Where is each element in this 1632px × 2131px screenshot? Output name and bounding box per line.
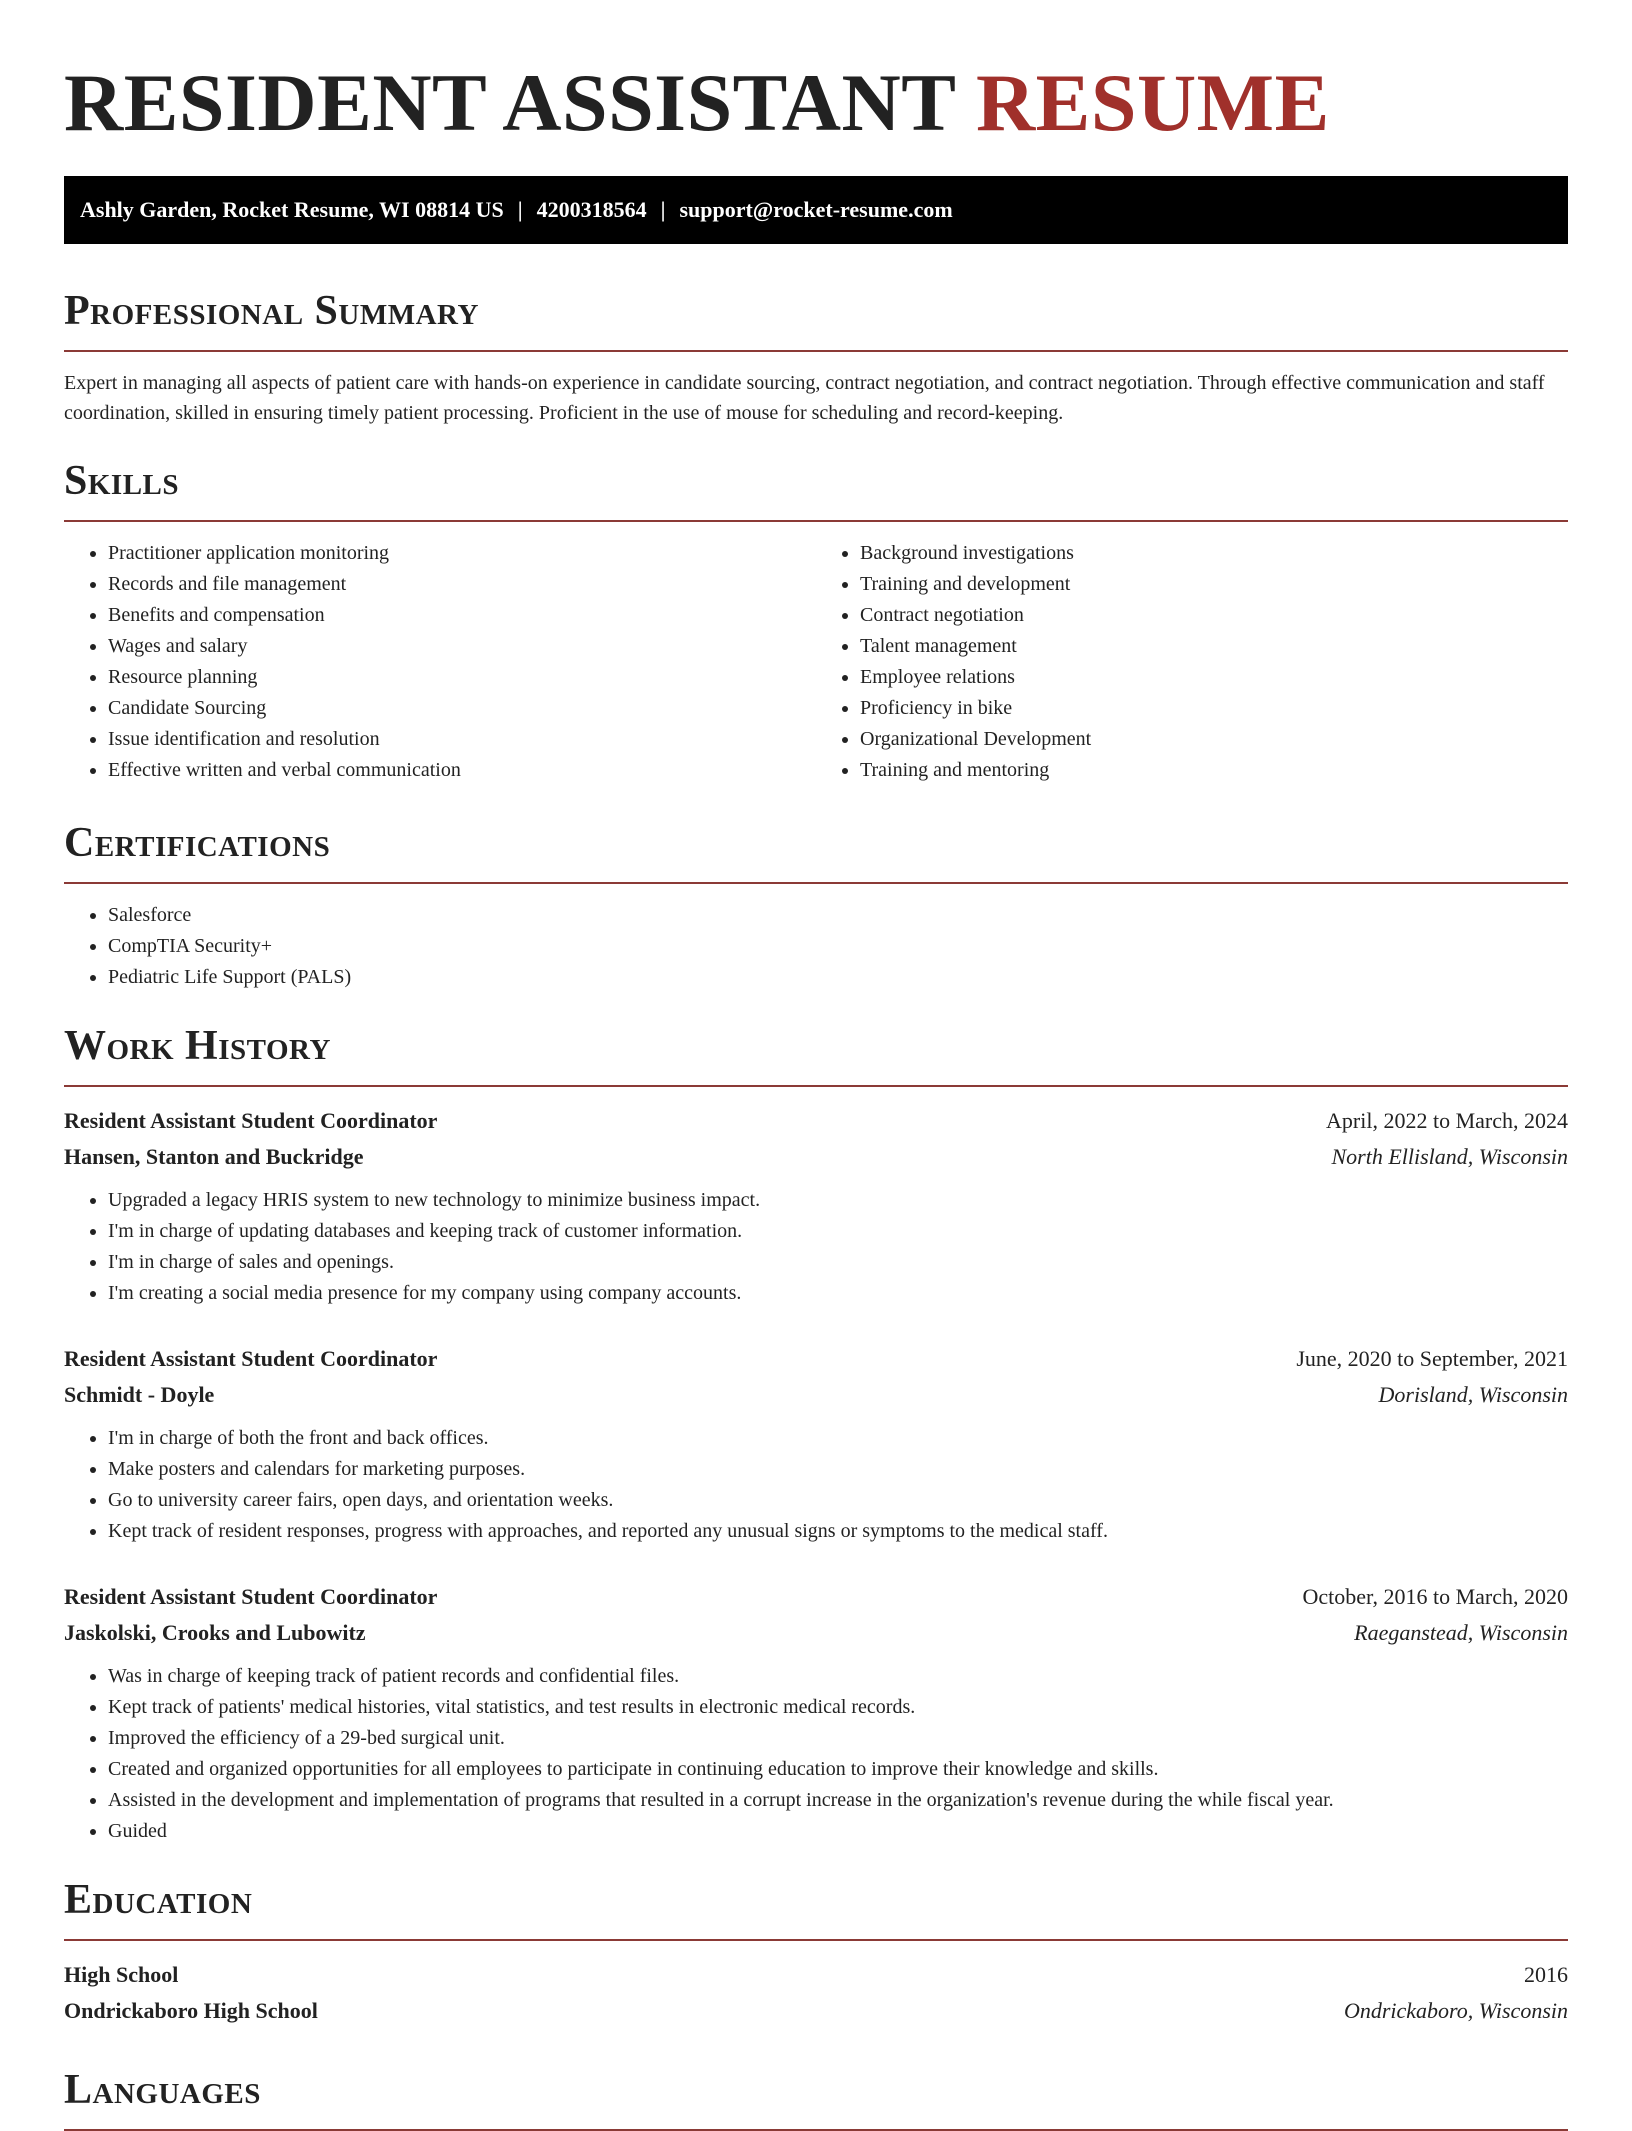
skills-grid bbox=[64, 538, 1568, 786]
skills-section bbox=[64, 456, 1568, 786]
list-item: • Talent management bbox=[860, 631, 1568, 662]
job-company-row bbox=[64, 1615, 1568, 1651]
section-heading-summary: Professional Summary bbox=[64, 286, 1568, 352]
list-item: • Created and organized opportunities for all employees to participate in continuing education to improve their knowledge and skills. bbox=[108, 1754, 1568, 1785]
contact-bar bbox=[64, 176, 1568, 244]
section-heading-certifications: Certifications bbox=[64, 818, 1568, 884]
resume-title bbox=[64, 0, 1568, 146]
section-heading-education: Education bbox=[64, 1875, 1568, 1941]
section-heading-work-history: Work History bbox=[64, 1021, 1568, 1087]
job-entry bbox=[64, 1341, 1568, 1547]
job-bullets bbox=[64, 1661, 1568, 1847]
list-item: • Improved the efficiency of a 29-bed surgical unit. bbox=[108, 1723, 1568, 1754]
list-item: • Proficiency in bike bbox=[860, 693, 1568, 724]
list-item: • Organizational Development bbox=[860, 724, 1568, 755]
work-history-section bbox=[64, 1021, 1568, 1847]
list-item: • Practitioner application monitoring bbox=[108, 538, 816, 569]
summary-text: Expert in managing all aspects of patient care with hands-on experience in candidate sourcing, contract negotiation, and contract negotiation. Through effective communication and staff coordination, skilled in ensuring timely patient processing. Proficient in the use of mouse for scheduling and record-keeping. bbox=[64, 372, 1545, 424]
list-item: • Candidate Sourcing bbox=[108, 693, 816, 724]
list-item: • Guided bbox=[108, 1816, 1568, 1847]
job-company: Schmidt - Doyle bbox=[64, 1382, 215, 1407]
summary-section bbox=[64, 286, 1568, 428]
list-item: • Background investigations bbox=[860, 538, 1568, 569]
list-item: • I'm creating a social media presence for my company using company accounts. bbox=[108, 1278, 1568, 1309]
list-item: • Make posters and calendars for marketing purposes. bbox=[108, 1454, 1568, 1485]
list-item: • Contract negotiation bbox=[860, 600, 1568, 631]
resume-page bbox=[64, 0, 1568, 2131]
contact-phone[interactable]: 4200318564 bbox=[536, 197, 647, 222]
education-school-row bbox=[64, 1993, 1568, 2029]
list-item: • Benefits and compensation bbox=[108, 600, 816, 631]
job-dates: April, 2022 to March, 2024 bbox=[1326, 1108, 1568, 1133]
contact-separator: | bbox=[660, 197, 666, 222]
job-entry bbox=[64, 1103, 1568, 1309]
list-item: • Kept track of patients' medical histories, vital statistics, and test results in electronic medical records. bbox=[108, 1692, 1568, 1723]
job-company-row bbox=[64, 1139, 1568, 1175]
list-item: • Effective written and verbal communication bbox=[108, 755, 816, 786]
contact-separator: | bbox=[517, 197, 523, 222]
job-company: Jaskolski, Crooks and Lubowitz bbox=[64, 1620, 366, 1645]
section-heading-languages: Languages bbox=[64, 2065, 1568, 2131]
list-item: • Training and development bbox=[860, 569, 1568, 600]
education-entry bbox=[64, 1957, 1568, 2029]
job-header-row bbox=[64, 1103, 1568, 1139]
education-school: Ondrickaboro High School bbox=[64, 1998, 318, 2023]
list-item: • I'm in charge of updating databases and keeping track of customer information. bbox=[108, 1216, 1568, 1247]
list-item: • Resource planning bbox=[108, 662, 816, 693]
education-location: Ondrickaboro, Wisconsin bbox=[1343, 1998, 1568, 2023]
list-item: • Upgraded a legacy HRIS system to new technology to minimize business impact. bbox=[108, 1185, 1568, 1216]
job-entry bbox=[64, 1579, 1568, 1847]
job-location: Raeganstead, Wisconsin bbox=[1354, 1620, 1568, 1645]
list-item: • Issue identification and resolution bbox=[108, 724, 816, 755]
job-bullets bbox=[64, 1423, 1568, 1547]
list-item: • Pediatric Life Support (PALS) bbox=[108, 962, 1568, 993]
list-item: • Wages and salary bbox=[108, 631, 816, 662]
skills-list-left bbox=[64, 538, 816, 786]
contact-address: Ashly Garden, Rocket Resume, WI 08814 US bbox=[80, 197, 504, 222]
title-accent: RESUME bbox=[975, 57, 1330, 148]
job-bullets bbox=[64, 1185, 1568, 1309]
job-title: Resident Assistant Student Coordinator bbox=[64, 1346, 438, 1371]
list-item: • Go to university career fairs, open days, and orientation weeks. bbox=[108, 1485, 1568, 1516]
list-item: • CompTIA Security+ bbox=[108, 931, 1568, 962]
education-degree: High School bbox=[64, 1962, 179, 1987]
job-header-row bbox=[64, 1341, 1568, 1377]
job-dates: October, 2016 to March, 2020 bbox=[1302, 1584, 1568, 1609]
list-item: • Training and mentoring bbox=[860, 755, 1568, 786]
job-title: Resident Assistant Student Coordinator bbox=[64, 1108, 438, 1133]
job-header-row bbox=[64, 1579, 1568, 1615]
list-item: • Kept track of resident responses, progress with approaches, and reported any unusual signs or symptoms to the medical staff. bbox=[108, 1516, 1568, 1547]
list-item: • Records and file management bbox=[108, 569, 816, 600]
job-dates: June, 2020 to September, 2021 bbox=[1296, 1346, 1568, 1371]
education-year: 2016 bbox=[1524, 1962, 1568, 1987]
job-location: North Ellisland, Wisconsin bbox=[1331, 1144, 1568, 1169]
certifications-list bbox=[64, 900, 1568, 993]
job-title: Resident Assistant Student Coordinator bbox=[64, 1584, 438, 1609]
education-section bbox=[64, 1875, 1568, 2029]
list-item: • Was in charge of keeping track of patient records and confidential files. bbox=[108, 1661, 1568, 1692]
list-item: • Salesforce bbox=[108, 900, 1568, 931]
certifications-section bbox=[64, 818, 1568, 993]
job-company: Hansen, Stanton and Buckridge bbox=[64, 1144, 364, 1169]
list-item: • I'm in charge of sales and openings. bbox=[108, 1247, 1568, 1278]
list-item: • Assisted in the development and implementation of programs that resulted in a corrupt increase in the organization's revenue during the while fiscal year. bbox=[108, 1785, 1568, 1816]
education-header-row bbox=[64, 1957, 1568, 1993]
job-company-row bbox=[64, 1377, 1568, 1413]
contact-email[interactable]: support@rocket-resume.com bbox=[679, 197, 953, 222]
list-item: • I'm in charge of both the front and back offices. bbox=[108, 1423, 1568, 1454]
list-item: • Employee relations bbox=[860, 662, 1568, 693]
skills-list-right bbox=[816, 538, 1568, 786]
section-heading-skills: Skills bbox=[64, 456, 1568, 522]
title-main: RESIDENT ASSISTANT bbox=[64, 57, 955, 148]
job-location: Dorisland, Wisconsin bbox=[1378, 1382, 1568, 1407]
languages-section bbox=[64, 2065, 1568, 2131]
